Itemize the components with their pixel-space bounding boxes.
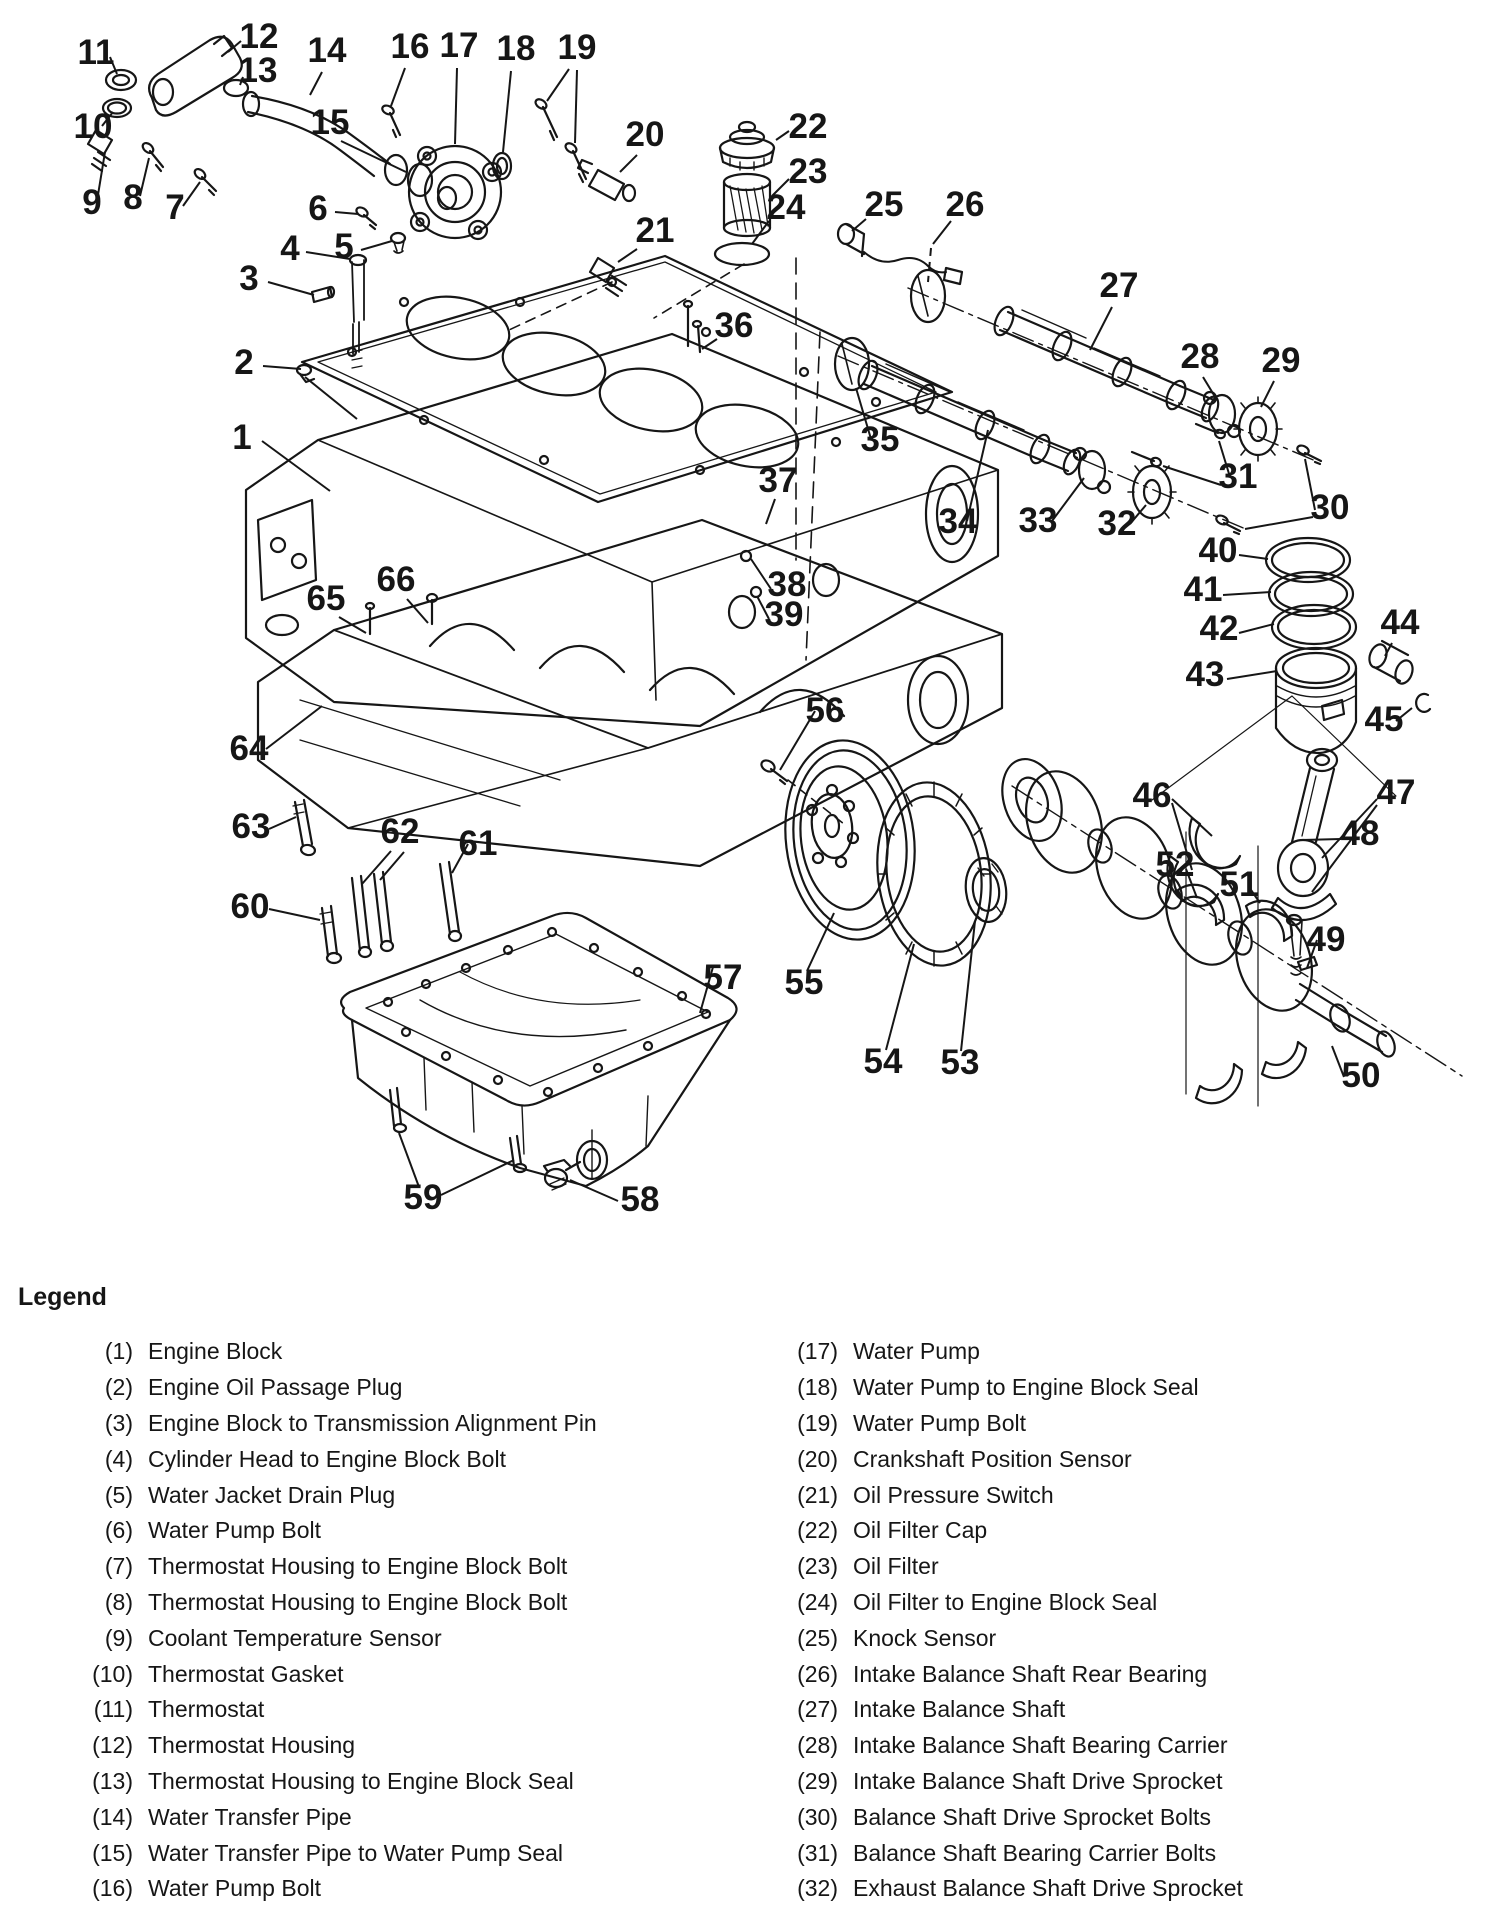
callout-number-18: 18 xyxy=(496,29,536,68)
callout-2 xyxy=(234,343,357,419)
legend-item-label: Water Pump Bolt xyxy=(148,1517,321,1544)
legend-item-number: (1) xyxy=(104,1338,133,1365)
legend-item-number: (13) xyxy=(92,1767,133,1794)
legend-item xyxy=(704,1692,1464,1728)
legend-heading: Legend xyxy=(18,1283,107,1311)
legend-item-number: (20) xyxy=(797,1445,838,1472)
callout-number-50: 50 xyxy=(1341,1056,1381,1095)
head-gasket xyxy=(302,256,952,502)
callout-number-64: 64 xyxy=(229,729,269,768)
callout-41 xyxy=(1184,570,1271,609)
legend-item xyxy=(704,1513,1464,1549)
legend-item-label: Thermostat Housing to Engine Block Seal xyxy=(148,1767,574,1794)
legend-item-label: Water Pump Bolt xyxy=(853,1409,1026,1436)
oil-pan-group xyxy=(341,913,736,1190)
callout-number-43: 43 xyxy=(1185,655,1225,694)
callout-14 xyxy=(308,31,347,95)
legend-item xyxy=(0,1334,760,1370)
callout-59 xyxy=(399,1133,514,1217)
legend-item xyxy=(0,1370,760,1406)
legend-item xyxy=(0,1728,760,1764)
legend-item-number: (5) xyxy=(104,1481,133,1508)
callout-65 xyxy=(307,579,366,633)
callout-number-41: 41 xyxy=(1183,570,1223,609)
legend-item-number: (29) xyxy=(797,1767,838,1794)
legend-item xyxy=(0,1585,760,1621)
callout-number-11: 11 xyxy=(77,33,115,72)
callout-number-38: 38 xyxy=(767,565,807,604)
callout-39 xyxy=(757,595,803,634)
legend-item-number: (19) xyxy=(797,1409,838,1436)
callout-17 xyxy=(440,26,479,144)
legend-item-label: Thermostat xyxy=(148,1696,265,1723)
legend-item xyxy=(0,1692,760,1728)
callout-45 xyxy=(1365,700,1412,739)
callout-number-5: 5 xyxy=(334,227,354,266)
callout-number-49: 49 xyxy=(1306,920,1346,959)
callout-labels xyxy=(74,17,1420,1219)
legend-item-number: (16) xyxy=(92,1875,133,1902)
callout-number-57: 57 xyxy=(703,958,743,997)
legend-item-number: (14) xyxy=(92,1803,133,1830)
callout-10 xyxy=(74,107,113,146)
callout-55 xyxy=(785,913,834,1002)
callout-number-28: 28 xyxy=(1180,337,1220,376)
legend-item-label: Water Transfer Pipe to Water Pump Seal xyxy=(148,1839,564,1866)
callout-29 xyxy=(1261,341,1300,407)
legend-item xyxy=(0,1764,760,1800)
legend-item-number: (26) xyxy=(797,1660,838,1687)
callout-number-31: 31 xyxy=(1218,457,1258,496)
callout-66 xyxy=(377,560,428,623)
callout-number-26: 26 xyxy=(945,185,985,224)
callout-26 xyxy=(928,185,984,282)
legend-item xyxy=(704,1871,1464,1907)
callout-number-6: 6 xyxy=(308,189,328,228)
callout-number-56: 56 xyxy=(805,691,845,730)
callout-27 xyxy=(1090,266,1138,350)
callout-58 xyxy=(570,1180,659,1219)
legend-item xyxy=(704,1835,1464,1871)
legend-item-label: Engine Oil Passage Plug xyxy=(148,1374,403,1401)
callout-number-65: 65 xyxy=(306,579,346,618)
callout-number-61: 61 xyxy=(458,824,498,863)
legend-item-label: Water Pump Bolt xyxy=(148,1875,321,1902)
callout-37 xyxy=(759,461,798,524)
callout-number-36: 36 xyxy=(714,306,754,345)
legend-item xyxy=(704,1764,1464,1800)
legend-item-label: Water Pump xyxy=(853,1338,980,1365)
engine-block xyxy=(246,233,998,726)
callout-61 xyxy=(452,824,497,873)
legend-item xyxy=(0,1799,760,1835)
legend-item-label: Thermostat Housing xyxy=(148,1732,356,1759)
legend-item-number: (23) xyxy=(797,1553,838,1580)
legend-item-number: (10) xyxy=(92,1660,133,1687)
legend-item-label: Intake Balance Shaft Drive Sprocket xyxy=(853,1767,1223,1794)
legend-item-label: Oil Filter Cap xyxy=(853,1517,988,1544)
legend-item-label: Water Jacket Drain Plug xyxy=(148,1481,396,1508)
legend-item xyxy=(704,1799,1464,1835)
callout-number-59: 59 xyxy=(403,1178,443,1217)
legend-item xyxy=(704,1620,1464,1656)
callout-21 xyxy=(618,211,674,262)
callout-number-19: 19 xyxy=(557,28,597,67)
callout-43 xyxy=(1186,655,1277,694)
callout-number-42: 42 xyxy=(1199,609,1239,648)
callout-8 xyxy=(123,158,149,217)
legend-item-number: (6) xyxy=(104,1517,133,1544)
legend-item-number: (9) xyxy=(104,1624,133,1651)
callout-13 xyxy=(239,51,278,90)
callout-number-16: 16 xyxy=(390,27,430,66)
legend-item xyxy=(0,1477,760,1513)
callout-number-39: 39 xyxy=(764,595,804,634)
legend-item-label: Balance Shaft Bearing Carrier Bolts xyxy=(853,1839,1217,1866)
callout-36 xyxy=(702,306,753,349)
legend-item-number: (4) xyxy=(104,1445,133,1472)
legend-item-number: (21) xyxy=(797,1481,838,1508)
legend-item-label: Exhaust Balance Shaft Drive Sprocket xyxy=(853,1875,1243,1902)
callout-number-54: 54 xyxy=(863,1042,903,1081)
callout-number-13: 13 xyxy=(238,51,278,90)
callout-number-7: 7 xyxy=(165,188,185,227)
callout-number-52: 52 xyxy=(1155,845,1195,884)
callout-54 xyxy=(864,944,914,1081)
callout-62 xyxy=(362,812,419,884)
legend-item-number: (12) xyxy=(92,1732,133,1759)
callout-number-25: 25 xyxy=(864,185,904,224)
callout-number-12: 12 xyxy=(239,17,279,56)
callout-number-40: 40 xyxy=(1198,531,1238,570)
callout-25 xyxy=(852,185,903,231)
legend-item xyxy=(704,1585,1464,1621)
legend-item-label: Intake Balance Shaft xyxy=(853,1696,1066,1723)
callout-number-1: 1 xyxy=(232,418,252,457)
legend-item-label: Engine Block xyxy=(148,1338,283,1365)
legend-item-label: Engine Block to Transmission Alignment Pin xyxy=(148,1409,597,1436)
callout-number-44: 44 xyxy=(1380,603,1420,642)
legend-item xyxy=(0,1835,760,1871)
callout-number-47: 47 xyxy=(1376,773,1416,812)
callout-number-10: 10 xyxy=(73,107,113,146)
legend-item-label: Intake Balance Shaft Bearing Carrier xyxy=(853,1732,1228,1759)
callout-number-17: 17 xyxy=(439,26,479,65)
callout-number-4: 4 xyxy=(280,229,300,268)
legend-item-label: Cylinder Head to Engine Block Bolt xyxy=(148,1445,506,1472)
legend-item xyxy=(704,1728,1464,1764)
callout-number-53: 53 xyxy=(940,1043,980,1082)
legend-item xyxy=(704,1370,1464,1406)
callout-number-29: 29 xyxy=(1261,341,1301,380)
callout-number-27: 27 xyxy=(1099,266,1139,305)
legend-item-label: Coolant Temperature Sensor xyxy=(148,1624,442,1651)
legend-column-left xyxy=(0,1334,760,1907)
callout-64 xyxy=(230,706,322,768)
legend-item xyxy=(0,1656,760,1692)
callout-63 xyxy=(232,807,296,846)
callout-number-58: 58 xyxy=(620,1180,660,1219)
legend-item-label: Water Pump to Engine Block Seal xyxy=(853,1374,1199,1401)
legend-item-number: (25) xyxy=(797,1624,838,1651)
legend-item-label: Oil Filter xyxy=(853,1553,939,1580)
callout-33 xyxy=(1019,478,1084,540)
callout-number-21: 21 xyxy=(635,211,675,250)
legend-item xyxy=(704,1406,1464,1442)
legend-item-number: (17) xyxy=(797,1338,838,1365)
legend-item xyxy=(704,1477,1464,1513)
callout-49 xyxy=(1307,920,1346,968)
callout-6 xyxy=(308,189,358,228)
callout-11 xyxy=(78,33,118,74)
legend-item-label: Knock Sensor xyxy=(853,1624,997,1651)
legend-item xyxy=(0,1871,760,1907)
legend-item-label: Thermostat Housing to Engine Block Bolt xyxy=(148,1588,568,1615)
callout-number-2: 2 xyxy=(234,343,254,382)
callout-number-55: 55 xyxy=(784,963,824,1002)
legend-item-label: Oil Filter to Engine Block Seal xyxy=(853,1588,1158,1615)
legend-item-label: Balance Shaft Drive Sprocket Bolts xyxy=(853,1803,1211,1830)
callout-60 xyxy=(231,887,320,926)
callout-number-51: 51 xyxy=(1219,865,1259,904)
legend-item-number: (28) xyxy=(797,1732,838,1759)
callout-18 xyxy=(497,29,536,152)
callout-31 xyxy=(1163,441,1257,496)
legend-item xyxy=(704,1549,1464,1585)
legend-item-number: (27) xyxy=(797,1696,838,1723)
callout-number-24: 24 xyxy=(766,188,806,227)
legend-item-number: (30) xyxy=(797,1803,838,1830)
callout-number-8: 8 xyxy=(123,178,143,217)
callout-42 xyxy=(1200,609,1274,648)
legend-item xyxy=(704,1656,1464,1692)
legend-item-number: (15) xyxy=(92,1839,133,1866)
legend-item-number: (7) xyxy=(104,1553,133,1580)
callout-number-60: 60 xyxy=(230,887,270,926)
oil-filter-group xyxy=(715,122,774,265)
callout-number-66: 66 xyxy=(376,560,416,599)
callout-number-45: 45 xyxy=(1364,700,1404,739)
legend-column-right xyxy=(704,1334,1464,1907)
legend-item xyxy=(0,1620,760,1656)
callout-48 xyxy=(1302,814,1379,853)
callout-number-23: 23 xyxy=(788,152,828,191)
legend-item-label: Thermostat Housing to Engine Block Bolt xyxy=(148,1553,568,1580)
legend-item xyxy=(0,1406,760,1442)
callout-number-63: 63 xyxy=(231,807,271,846)
legend-item xyxy=(0,1441,760,1477)
legend-item-number: (11) xyxy=(93,1696,133,1723)
legend-item xyxy=(704,1334,1464,1370)
callout-number-9: 9 xyxy=(82,183,102,222)
callout-number-22: 22 xyxy=(788,107,828,146)
callout-number-14: 14 xyxy=(307,31,347,70)
water-pump-group xyxy=(355,97,586,239)
callout-number-15: 15 xyxy=(310,103,350,142)
callout-50 xyxy=(1332,1046,1380,1095)
legend-item-number: (24) xyxy=(797,1588,838,1615)
legend-item xyxy=(704,1441,1464,1477)
legend-item-number: (2) xyxy=(104,1374,133,1401)
legend-item-number: (3) xyxy=(104,1409,133,1436)
legend-item xyxy=(0,1549,760,1585)
callout-number-62: 62 xyxy=(380,812,420,851)
legend-item-label: Water Transfer Pipe xyxy=(148,1803,352,1830)
callout-number-20: 20 xyxy=(625,115,665,154)
legend-item xyxy=(0,1513,760,1549)
callout-number-46: 46 xyxy=(1132,776,1172,815)
legend-item-number: (8) xyxy=(104,1588,133,1615)
legend-item-label: Crankshaft Position Sensor xyxy=(853,1445,1132,1472)
callout-16 xyxy=(391,27,430,106)
legend-item-number: (31) xyxy=(797,1839,838,1866)
callout-19 xyxy=(547,28,596,143)
legend-item-label: Oil Pressure Switch xyxy=(853,1481,1054,1508)
legend-item-number: (18) xyxy=(797,1374,838,1401)
callout-number-48: 48 xyxy=(1340,814,1380,853)
legend-item-label: Intake Balance Shaft Rear Bearing xyxy=(853,1660,1208,1687)
callout-number-33: 33 xyxy=(1018,501,1058,540)
callout-number-32: 32 xyxy=(1097,504,1137,543)
callout-number-34: 34 xyxy=(938,502,978,541)
callout-40 xyxy=(1199,531,1268,570)
callout-number-35: 35 xyxy=(860,420,900,459)
callout-30 xyxy=(1245,459,1349,529)
callout-3 xyxy=(239,259,314,298)
callout-7 xyxy=(165,182,200,227)
callout-22 xyxy=(776,107,827,146)
callout-20 xyxy=(620,115,664,172)
callout-number-37: 37 xyxy=(758,461,798,500)
legend-item-number: (32) xyxy=(797,1875,838,1902)
callout-number-30: 30 xyxy=(1310,488,1350,527)
callout-1 xyxy=(232,418,330,491)
legend-item-label: Thermostat Gasket xyxy=(148,1660,344,1687)
callout-number-3: 3 xyxy=(239,259,259,298)
callout-51 xyxy=(1220,865,1260,904)
legend-item-number: (22) xyxy=(797,1517,838,1544)
